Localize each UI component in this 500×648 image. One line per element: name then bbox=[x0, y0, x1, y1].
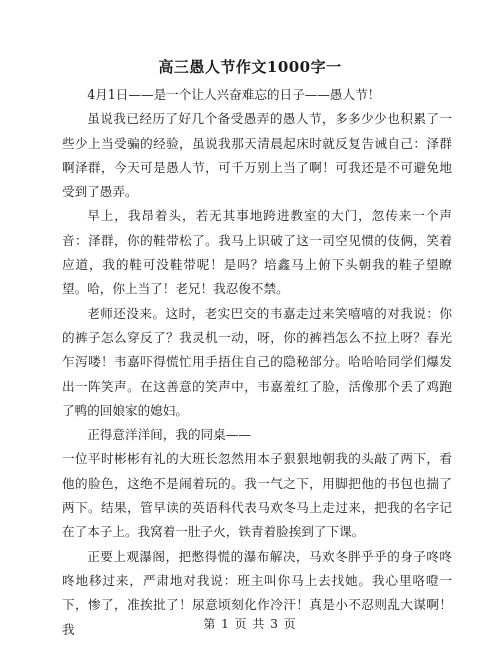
paragraph: 一位平时彬彬有礼的大班长忽然用本子狠狠地朝我的头敲了两下，看他的脸色，这绝不是闹着玩的。我一气之下，用脚把他的书包也揣了两下。结果，管早读的英语科代表马欢冬马上走过来，把我的名字记在了本子上。我窝着一肚子火，铁青着脸挨到了下课。 bbox=[62, 451, 452, 540]
paragraph: 4月1日——是一个让人兴奋难忘的日子——愚人节！ bbox=[87, 87, 381, 102]
document-body bbox=[62, 83, 452, 642]
paragraph: 虽说我已经历了好几个备受愚弄的愚人节，多多少少也积累了一些少上当受骗的经验，虽说我那天清晨起床时就反复告诫自己：泽群啊泽群，今天可是愚人节，可千万别上当了啊！可我还是不可避免地受到了愚弄。 bbox=[62, 111, 452, 200]
paragraph: 正得意洋洋间，我的同桌—— bbox=[87, 427, 251, 443]
paragraph: 正要上观瀑阁，把憋得慌的瀑布解决，马欢冬胖乎乎的身子咚咚咚地移过来，严肃地对我说：班主叫你马上去找她。我心里咯噔一下，惨了，准挨批了！尿意顷刻化作冷汗！真是小不忍则乱大谋啊！我 bbox=[62, 548, 452, 637]
paragraph: 老师还没来。这时，老实巴交的韦嘉走过来笑嘻嘻的对我说：你的裤子怎么穿反了？我灵机一动，呀，你的裤裆怎么不拉上呀？春光乍泻喽！韦嘉吓得慌忙用手捂住自己的隐秘部分。哈哈哈同学们爆发出一阵笑声。在这善意的笑声中，韦嘉羞红了脸，活像那个丢了鸡跑了鸭的回娘家的媳妇。 bbox=[62, 305, 452, 418]
paragraph: 早上，我昂着头，若无其事地跨进教室的大门，忽传来一个声音：泽群，你的鞋带松了。我马上识破了这一司空见惯的伎俩，笑着应道，我的鞋可没鞋带呢！是吗？培鑫马上俯下头朝我的鞋子望瞭望。哈，你上当了！老兄！我忍俊不禁。 bbox=[62, 208, 452, 297]
page-number-footer: 第 1 页 共 3 页 bbox=[203, 617, 297, 631]
document-title: 高三愚人节作文1000字一 bbox=[158, 58, 342, 76]
